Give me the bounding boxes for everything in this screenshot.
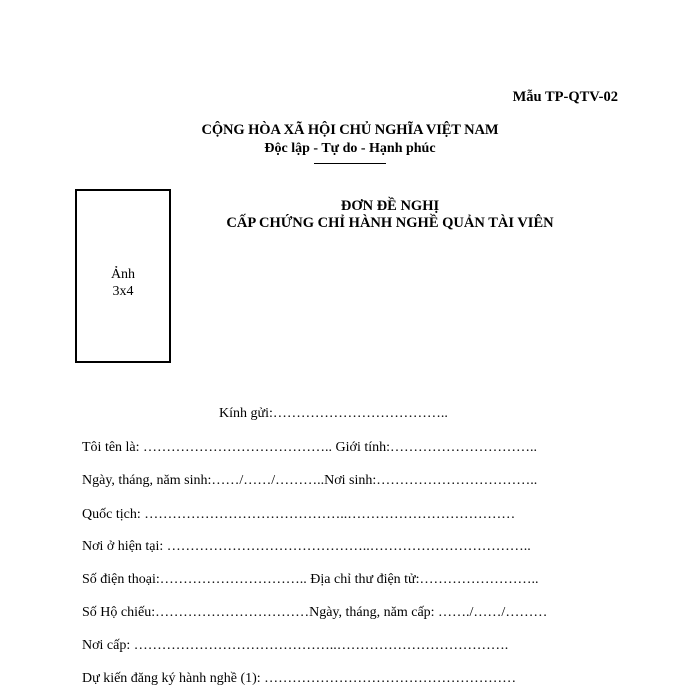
motto-underline [314, 163, 386, 164]
field-practice-registration: Dự kiến đăng ký hành nghề (1): ……………………………………………… [82, 671, 517, 686]
photo-label-line1: Ảnh [110, 267, 136, 282]
field-phone-email: Số điện thoại:………………………….. Địa chỉ thư điện tử:…………………….. [82, 572, 539, 587]
field-name-gender: Tôi tên là: ………………………………….. Giới tính:………………………….. [82, 440, 537, 455]
document-title: ĐƠN ĐỀ NGHỊ [340, 198, 440, 214]
form-code: Mẫu TP-QTV-02 [512, 89, 618, 105]
field-residence: Nơi ở hiện tại: ……………………………………..…………………………….. [82, 539, 531, 554]
field-nationality: Quốc tịch: ……………………………………..……………………………… [82, 507, 516, 522]
field-passport: Số Hộ chiếu:……………………………Ngày, tháng, năm cấp: ……./……/……… [82, 605, 548, 620]
field-issue-place: Nơi cấp: ……………………………………..………………………………. [82, 638, 509, 653]
photo-label-line2: 3x4 [112, 284, 134, 299]
national-title: CỘNG HÒA XÃ HỘI CHỦ NGHĨA VIỆT NAM [201, 122, 499, 138]
photo-placeholder [75, 189, 171, 363]
field-kinh-gui: Kính gửi:……………………………….. [219, 406, 448, 421]
field-birth: Ngày, tháng, năm sinh:……/……/………..Nơi sinh:…………………………….. [82, 473, 538, 488]
photo-label [77, 266, 169, 300]
national-motto: Độc lập - Tự do - Hạnh phúc [264, 141, 436, 156]
document-subtitle: CẤP CHỨNG CHỈ HÀNH NGHỀ QUẢN TÀI VIÊN [226, 215, 554, 231]
